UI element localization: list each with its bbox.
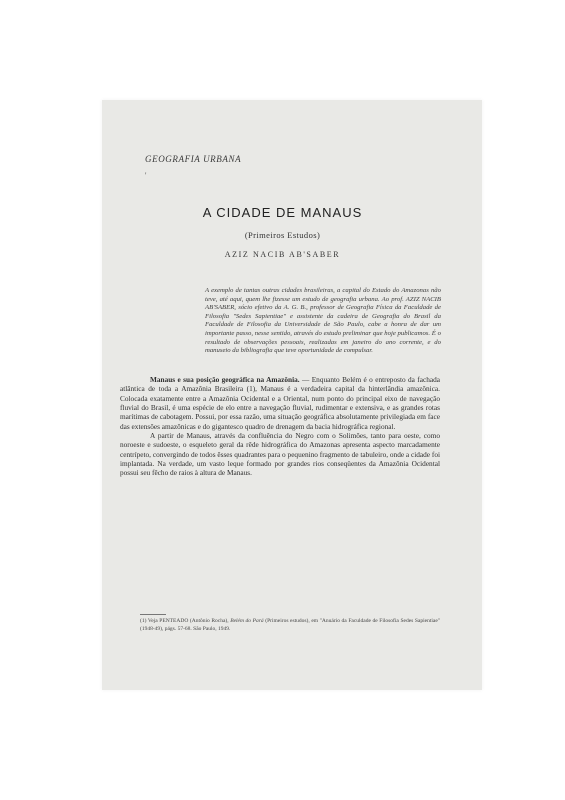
section-heading: Manaus e sua posição geográfica na Amazônia. — [150, 375, 300, 384]
running-head: GEOGRAFIA URBANA — [145, 154, 242, 164]
footnote — [140, 618, 440, 633]
footnote-divider — [140, 614, 166, 615]
paragraph-text: — Enquanto Belém é o entreposto da fachada atlântica de toda a Amazônia Brasileira (1), Manaus é a verdadeira capital da hinterlândia amazônica. Colocada exatamente entre a Amazônia Ocidental e a Oriental, num ponto do principal eixo de navegação fluvial do Brasil, é uma espécie de elo entre a navegação fluvial, rudimentar e extensiva, e as grandes rotas marítimas de cabotagem. Possui, por essa razão, uma situação geográfica absolutamente privilegiada em face das extensões amazônicas e do gigantesco quadro de drenagem da bacia hidrográfica regional. — [120, 375, 440, 431]
article-subtitle: (Primeiros Estudos) — [244, 230, 321, 240]
article-title: A CIDADE DE MANAUS — [202, 205, 363, 220]
body-paragraph — [120, 375, 440, 431]
paragraph-text: A partir de Manaus, através da confluência do Negro com o Solimões, tanto para oeste, como noroeste e sudoeste, o esqueleto geral da rêde hidrográfica do Amazonas apresenta aspecto marcadamente centrípeto, convergindo de todos êsses quadrantes para o pequenino fragmento de tabuleiro, onde a cidade foi implantada. Na verdade, um vasto leque formado por grandes rios conseqüentes da Amazônia Ocidental possui seu fêcho de raios à altura de Manaus. — [120, 431, 440, 478]
article-body — [120, 375, 440, 478]
article-author: AZIZ NACIB AB'SABER — [224, 250, 341, 259]
stray-mark: ' — [145, 171, 147, 180]
footnote-rest: (Primeiros estudos), em "Anuário da Faculdade de Filosofia Sedes Sapientiae" (1948-49), págs. 57-68. São Paulo, 1949. — [140, 618, 441, 632]
footnote-prefix: Veja PENTEADO (Antônio Rocha), — [147, 618, 229, 624]
body-paragraph — [120, 431, 440, 478]
footnote-marker: (1) — [140, 618, 147, 624]
editorial-note: A exemplo de tantas outras cidades brasileiras, a capital do Estado do Amazonas não teve, até aqui, quem lhe fizesse um estudo de geografia urbana. Ao prof. AZIZ NACIB AB'SABER, sócio efetivo da A. G. B., professor de Geografia Física da Faculdade de Filosofia "Sedes Sapientiae" e assistente da cadeira de Geografia do Brasil da Faculdade de Filosofia da Universidade de São Paulo, cabe a honra de dar um importante passo, nesse sentido, através do estudo preliminar que hoje publicamos. É o resultado de observações pessoais, realizadas em janeiro do ano corrente, e do manuseio da bibliografia que teve oportunidade de compulsar. — [205, 287, 441, 355]
footnote-work: Belém do Pará — [230, 618, 264, 624]
